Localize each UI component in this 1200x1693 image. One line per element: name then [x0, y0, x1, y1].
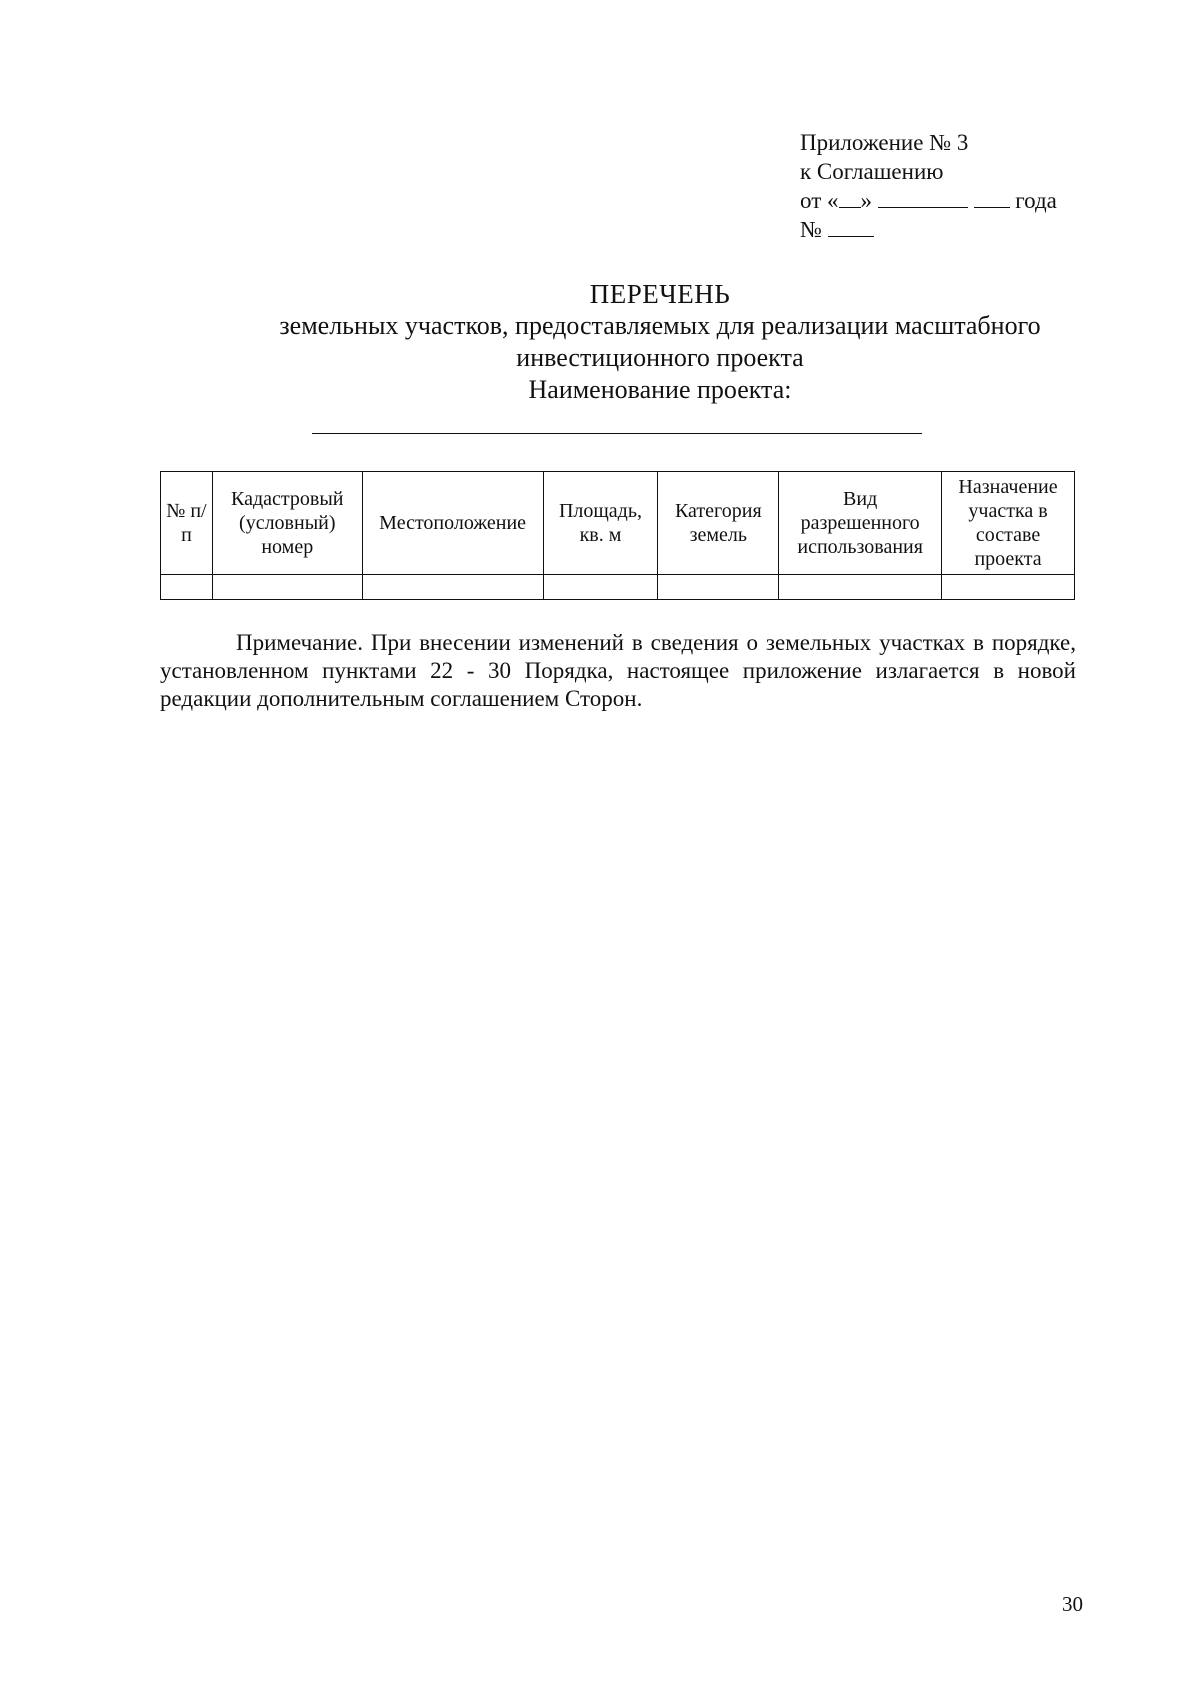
header-purpose: Назначение участка в составе проекта: [942, 472, 1075, 575]
land-parcels-table: [160, 471, 1075, 600]
page-number: 30: [1062, 1592, 1083, 1616]
table-cell: [543, 575, 658, 600]
day-blank: [839, 187, 861, 208]
header-permitted-use: Вид разрешенного использования: [779, 472, 942, 575]
number-blank: [828, 216, 874, 237]
note-paragraph: Примечание. При внесении изменений в сведения о земельных участках в порядке, установленном пунктами 22 - 30 Порядка, настоящее приложение излагается в новой редакции дополнительным соглашением Сторон.: [160, 630, 1076, 711]
annex-header: [800, 128, 1057, 244]
date-mid: »: [860, 188, 872, 213]
table-cell: [658, 575, 779, 600]
annex-line-2: к Соглашению: [800, 159, 944, 184]
date-suffix: года: [1015, 188, 1057, 213]
header-number: № п/п: [161, 472, 213, 575]
annex-line-3: [800, 186, 1057, 215]
month-blank: [878, 187, 968, 208]
annex-line-4: [800, 215, 1057, 244]
header-area: Площадь, кв. м: [543, 472, 658, 575]
annex-line-1: Приложение № 3: [800, 130, 969, 155]
table-cell: [779, 575, 942, 600]
header-cadastral-number: Кадастровый (условный) номер: [212, 472, 362, 575]
title-line-3: инвестиционного проекта: [516, 343, 804, 372]
table-cell: [942, 575, 1075, 600]
title-line-2: земельных участков, предоставляемых для реализации масштабного: [279, 311, 1041, 340]
header-land-category: Категория земель: [658, 472, 779, 575]
table-cell: [362, 575, 543, 600]
year-blank: [974, 187, 1010, 208]
header-location: Местоположение: [362, 472, 543, 575]
table-cell: [161, 575, 213, 600]
document-title: ПЕРЕЧЕНЬ: [589, 279, 731, 309]
title-line-4: Наименование проекта:: [528, 375, 792, 404]
table-header-row: [161, 472, 1075, 575]
table-row: [161, 575, 1075, 600]
number-prefix: №: [800, 217, 822, 242]
table-cell: [212, 575, 362, 600]
project-name-blank: [312, 433, 922, 434]
title-block: [160, 278, 1160, 406]
date-prefix: от «: [800, 188, 839, 213]
